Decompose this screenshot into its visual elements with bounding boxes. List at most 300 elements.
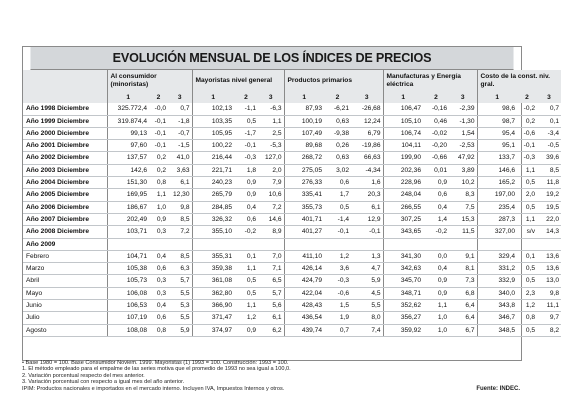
group-header: Costo de la const. niv. gral. xyxy=(477,70,561,92)
table-cell xyxy=(537,238,561,250)
row-label: Abril xyxy=(23,275,107,287)
table-cell: -0,1 xyxy=(351,226,383,238)
table-cell: -0,1 xyxy=(149,127,168,139)
table-cell: -0,3 xyxy=(234,152,258,164)
row-label: Agosto xyxy=(23,324,107,336)
table-cell: 352,62 xyxy=(383,300,423,312)
table-cell: 6,5 xyxy=(258,275,284,287)
table-cell: 265,79 xyxy=(192,189,234,201)
table-cell: 199,90 xyxy=(383,152,423,164)
table-cell: -0,1 xyxy=(149,140,168,152)
table-cell: 105,95 xyxy=(192,127,234,139)
table-cell: 5,7 xyxy=(258,287,284,299)
table-cell: 0,6 xyxy=(423,189,449,201)
table-cell: 7,5 xyxy=(449,201,477,213)
row-label: Julio xyxy=(23,312,107,324)
table-title: EVOLUCIÓN MENSUAL DE LOS ÍNDICES DE PRECIOS xyxy=(30,47,513,70)
table-cell: 7,0 xyxy=(258,250,284,262)
table-cell: 228,96 xyxy=(383,177,423,189)
table-cell: 39,6 xyxy=(537,152,561,164)
row-label: Año 1999 Diciembre xyxy=(23,115,107,127)
table-cell: 11,1 xyxy=(537,300,561,312)
table-cell: 0,9 xyxy=(234,189,258,201)
table-cell: 5,5 xyxy=(351,300,383,312)
table-cell: 411,10 xyxy=(284,250,324,262)
table-cell: 275,05 xyxy=(284,164,324,176)
table-cell: 346,7 xyxy=(477,312,517,324)
table-cell: 0,9 xyxy=(423,275,449,287)
table-cell: 9,8 xyxy=(168,201,192,213)
table-cell: 343,65 xyxy=(383,226,423,238)
row-label: Año 2003 Diciembre xyxy=(23,164,107,176)
table-cell: 0,9 xyxy=(149,213,168,225)
table-cell: 3,89 xyxy=(449,164,477,176)
table-cell: 106,74 xyxy=(383,127,423,139)
table-cell: 7,2 xyxy=(258,201,284,213)
row-label: Año 1998 Diciembre xyxy=(23,103,107,115)
table-cell: 107,19 xyxy=(107,312,149,324)
table-cell: 1,5 xyxy=(324,300,351,312)
table-cell: 0,3 xyxy=(149,275,168,287)
table-cell: 355,31 xyxy=(192,250,234,262)
table-cell: 1,0 xyxy=(423,312,449,324)
table-cell: 0,8 xyxy=(149,177,168,189)
table-cell: 1,7 xyxy=(324,189,351,201)
table-cell: 197,00 xyxy=(477,189,517,201)
table-cell: 0,2 xyxy=(149,152,168,164)
table-cell: 8,9 xyxy=(258,226,284,238)
table-cell: 1,1 xyxy=(517,213,537,225)
group-header: Mayoristas nivel general xyxy=(192,70,284,92)
row-label: Año 2006 Diciembre xyxy=(23,201,107,213)
table-row xyxy=(23,226,561,238)
table-cell: 276,33 xyxy=(284,177,324,189)
table-cell: 9,1 xyxy=(449,250,477,262)
table-cell: -0,6 xyxy=(324,287,351,299)
table-cell: 7,3 xyxy=(449,275,477,287)
table-cell: 268,72 xyxy=(284,152,324,164)
table-cell: 319.874,4 xyxy=(107,115,149,127)
group-header: Manufacturas y Energía eléctrica xyxy=(383,70,477,92)
table-cell: 19,2 xyxy=(537,189,561,201)
table-row xyxy=(23,324,561,336)
table-cell: 1,9 xyxy=(324,312,351,324)
table-cell: 0,9 xyxy=(423,287,449,299)
table-cell: -1,30 xyxy=(449,115,477,127)
table-cell: 19,5 xyxy=(537,201,561,213)
table-cell: 340,0 xyxy=(477,287,517,299)
table-cell: 1,8 xyxy=(234,164,258,176)
table-cell: 362,80 xyxy=(192,287,234,299)
table-cell: -0,16 xyxy=(423,103,449,115)
table-body xyxy=(23,103,561,336)
table-cell: -0,2 xyxy=(423,226,449,238)
row-label: Año 2001 Diciembre xyxy=(23,140,107,152)
table-cell: 6,79 xyxy=(351,127,383,139)
table-cell: 0,7 xyxy=(324,324,351,336)
table-cell: -0,1 xyxy=(149,115,168,127)
table-cell: 0,9 xyxy=(423,177,449,189)
table-cell: 9,8 xyxy=(537,287,561,299)
table-cell: 0,7 xyxy=(537,103,561,115)
table-cell: 14,3 xyxy=(537,226,561,238)
table-cell: 14,6 xyxy=(258,213,284,225)
column-number-header: 2 xyxy=(149,92,168,103)
table-cell xyxy=(351,238,383,250)
table-cell: 1,1 xyxy=(258,115,284,127)
table-cell: 5,9 xyxy=(351,275,383,287)
table-cell: 1,0 xyxy=(423,324,449,336)
table-cell: -0,7 xyxy=(168,127,192,139)
table-cell: 6,1 xyxy=(258,312,284,324)
column-number-header: 1 xyxy=(107,92,149,103)
column-number-header: 2 xyxy=(517,92,537,103)
table-row xyxy=(23,177,561,189)
table-cell: 95,4 xyxy=(477,127,517,139)
table-cell: 235,4 xyxy=(477,201,517,213)
table-cell: 439,74 xyxy=(284,324,324,336)
table-cell xyxy=(168,238,192,250)
table-cell: 342,63 xyxy=(383,263,423,275)
corner-cell xyxy=(23,70,107,92)
table-cell: 133,7 xyxy=(477,152,517,164)
table-cell: 105,38 xyxy=(107,263,149,275)
table-cell: 0,5 xyxy=(517,201,537,213)
table-cell: 1,2 xyxy=(234,312,258,324)
column-number-header: 1 xyxy=(477,92,517,103)
table-cell: 8,5 xyxy=(168,250,192,262)
table-row xyxy=(23,164,561,176)
table-cell: 107,49 xyxy=(284,127,324,139)
group-header-row xyxy=(23,70,561,92)
table-cell: -4,34 xyxy=(351,164,383,176)
table-cell: 0,5 xyxy=(517,177,537,189)
table-cell xyxy=(324,238,351,250)
table-cell: 0,9 xyxy=(234,177,258,189)
column-number-header: 1 xyxy=(192,92,234,103)
table-cell: 2,5 xyxy=(258,127,284,139)
table-cell: 0,5 xyxy=(324,201,351,213)
table-cell: 151,30 xyxy=(107,177,149,189)
table-cell: 104,11 xyxy=(383,140,423,152)
table-cell: 1,4 xyxy=(423,213,449,225)
table-cell: 15,3 xyxy=(449,213,477,225)
table-cell: -9,38 xyxy=(324,127,351,139)
table-cell: -0,5 xyxy=(537,140,561,152)
table-cell: 348,71 xyxy=(383,287,423,299)
table-cell: -1,5 xyxy=(168,140,192,152)
table-cell: 8,0 xyxy=(351,312,383,324)
table-cell: 0,4 xyxy=(423,263,449,275)
column-number-header: 2 xyxy=(423,92,449,103)
table-cell: 5,5 xyxy=(168,287,192,299)
table-cell: 0,3 xyxy=(149,226,168,238)
table-cell: 0,26 xyxy=(324,140,351,152)
table-cell xyxy=(477,238,517,250)
table-cell: 6,1 xyxy=(351,201,383,213)
table-cell: 0,5 xyxy=(517,263,537,275)
table-cell: 108,08 xyxy=(107,324,149,336)
source-note: Fuente: INDEC. xyxy=(476,386,520,392)
row-label: Junio xyxy=(23,300,107,312)
table-cell: 374,97 xyxy=(192,324,234,336)
table-cell: 401,71 xyxy=(284,213,324,225)
table-cell: 332,9 xyxy=(477,275,517,287)
table-cell: 436,54 xyxy=(284,312,324,324)
table-cell: 0,5 xyxy=(234,115,258,127)
table-cell: 348,5 xyxy=(477,324,517,336)
table-cell: 0,6 xyxy=(324,177,351,189)
table-row xyxy=(23,103,561,115)
table-cell: 1,2 xyxy=(324,250,351,262)
table-row xyxy=(23,201,561,213)
table-cell: 2,3 xyxy=(517,287,537,299)
table-cell: 0,5 xyxy=(234,275,258,287)
table-cell: 142,6 xyxy=(107,164,149,176)
table-cell: -0,2 xyxy=(517,103,537,115)
table-cell: 216,44 xyxy=(192,152,234,164)
table-cell: 0,5 xyxy=(234,287,258,299)
table-cell: 106,47 xyxy=(383,103,423,115)
table-row xyxy=(23,238,561,250)
table-cell: 428,43 xyxy=(284,300,324,312)
table-cell xyxy=(284,238,324,250)
table-cell: 4,5 xyxy=(351,287,383,299)
table-cell: 359,92 xyxy=(383,324,423,336)
table-cell: 12,24 xyxy=(351,115,383,127)
table-cell: 105,73 xyxy=(107,275,149,287)
table-cell: 103,71 xyxy=(107,226,149,238)
table-cell: 146,6 xyxy=(477,164,517,176)
table-cell: 3,02 xyxy=(324,164,351,176)
table-cell: 0,46 xyxy=(423,115,449,127)
table-cell: 103,35 xyxy=(192,115,234,127)
table-cell: -19,86 xyxy=(351,140,383,152)
table-cell: 8,3 xyxy=(449,189,477,201)
table-cell: 0,9 xyxy=(234,324,258,336)
table-cell: -26,68 xyxy=(351,103,383,115)
table-cell: -6,3 xyxy=(258,103,284,115)
table-cell: 1,0 xyxy=(149,201,168,213)
price-index-table-frame xyxy=(22,46,560,361)
table-row xyxy=(23,250,561,262)
table-cell: 361,08 xyxy=(192,275,234,287)
table-cell: 6,4 xyxy=(449,312,477,324)
column-number-header: 2 xyxy=(324,92,351,103)
table-cell: -0,02 xyxy=(423,127,449,139)
table-cell: 1,1 xyxy=(149,189,168,201)
table-cell xyxy=(423,238,449,250)
table-cell: 6,1 xyxy=(168,177,192,189)
table-cell: 8,1 xyxy=(449,263,477,275)
table-cell: 12,9 xyxy=(351,213,383,225)
table-cell: 169,95 xyxy=(107,189,149,201)
table-cell: 221,71 xyxy=(192,164,234,176)
table-cell: 0,63 xyxy=(324,152,351,164)
footnote-line: IPIM: Productos nacionales e importados en el mercado interno. Incluyen IVA, Impuestos Internos y otros. xyxy=(22,385,285,392)
table-cell: 5,5 xyxy=(168,312,192,324)
table-cell: 1,2 xyxy=(517,300,537,312)
row-label: Año 2008 Diciembre xyxy=(23,226,107,238)
column-number-header: 3 xyxy=(449,92,477,103)
table-cell: 0,1 xyxy=(234,250,258,262)
table-cell: 1,3 xyxy=(351,250,383,262)
table-cell: 9,7 xyxy=(537,312,561,324)
table-cell: s/v xyxy=(517,226,537,238)
row-label: Año 2005 Diciembre xyxy=(23,189,107,201)
table-cell: 0,4 xyxy=(234,201,258,213)
table-cell: 0,6 xyxy=(149,263,168,275)
table-cell: 1,1 xyxy=(234,263,258,275)
table-cell: 13,0 xyxy=(537,275,561,287)
table-cell: 4,7 xyxy=(351,263,383,275)
column-number-header: 1 xyxy=(284,92,324,103)
column-number-header: 3 xyxy=(258,92,284,103)
footnote-line: • Base 1980 = 100. Base Consumidor Noviem. 1999. Mayoristas (1) 1993 = 100. Construcción: 1993 = 100. xyxy=(22,360,289,366)
table-cell: -0,0 xyxy=(149,103,168,115)
footnote-line: 2. Variación porcentual respecto del mes anterior. xyxy=(22,372,145,379)
table-cell: 401,27 xyxy=(284,226,324,238)
table-cell: 356,27 xyxy=(383,312,423,324)
table-cell: -0,20 xyxy=(423,140,449,152)
table-cell: -5,3 xyxy=(258,140,284,152)
table-cell: 1,54 xyxy=(449,127,477,139)
table-cell xyxy=(234,238,258,250)
table-cell xyxy=(258,238,284,250)
table-cell: 5,7 xyxy=(168,275,192,287)
table-cell: 359,38 xyxy=(192,263,234,275)
table-cell: 186,67 xyxy=(107,201,149,213)
column-number-header: 3 xyxy=(168,92,192,103)
table-cell: 7,4 xyxy=(351,324,383,336)
row-label: Año 2009 xyxy=(23,238,107,250)
table-cell: 95,1 xyxy=(477,140,517,152)
table-cell: -1,7 xyxy=(234,127,258,139)
table-cell: 327,00 xyxy=(477,226,517,238)
footnote-line: 3. Variación porcentual con respecto a igual mes del año anterior. xyxy=(22,379,185,386)
table-row xyxy=(23,312,561,324)
table-cell: 89,68 xyxy=(284,140,324,152)
table-cell: 7,2 xyxy=(168,226,192,238)
group-header: Productos primarios xyxy=(284,70,383,92)
table-cell: 2,0 xyxy=(258,164,284,176)
table-cell: 8,5 xyxy=(168,213,192,225)
table-cell: 0,8 xyxy=(517,312,537,324)
table-cell: 10,2 xyxy=(449,177,477,189)
table-cell: 165,2 xyxy=(477,177,517,189)
table-cell: 1,1 xyxy=(517,164,537,176)
table-cell: 287,3 xyxy=(477,213,517,225)
table-cell: -0,3 xyxy=(324,275,351,287)
table-cell: 240,23 xyxy=(192,177,234,189)
table-cell: -0,66 xyxy=(423,152,449,164)
table-cell: 0,1 xyxy=(537,115,561,127)
table-cell: 0,4 xyxy=(149,300,168,312)
table-cell: 0,5 xyxy=(517,324,537,336)
table-cell: 0,7 xyxy=(168,103,192,115)
table-cell: 66,63 xyxy=(351,152,383,164)
table-cell: 343,8 xyxy=(477,300,517,312)
row-label: Febrero xyxy=(23,250,107,262)
column-number-header: 1 xyxy=(383,92,423,103)
corner-cell xyxy=(23,92,107,103)
table-cell: 0,0 xyxy=(423,250,449,262)
table-cell xyxy=(517,238,537,250)
table-cell: 6,7 xyxy=(449,324,477,336)
table-cell: -1,4 xyxy=(324,213,351,225)
table-cell: 8,2 xyxy=(537,324,561,336)
table-cell: 0,2 xyxy=(149,164,168,176)
footnote-line: 1. El método empleado para el empalme de las series motiva que el promedio de 1993 no sea igual a 100,0. xyxy=(22,366,291,373)
row-label: Marzo xyxy=(23,263,107,275)
table-cell: -0,1 xyxy=(234,140,258,152)
table-cell: 106,53 xyxy=(107,300,149,312)
column-number-header: 2 xyxy=(234,92,258,103)
table-cell: 6,8 xyxy=(449,287,477,299)
table-cell: 0,4 xyxy=(149,250,168,262)
column-number-header: 3 xyxy=(537,92,561,103)
table-cell: -0,3 xyxy=(517,152,537,164)
row-label: Mayo xyxy=(23,287,107,299)
table-cell: 100,19 xyxy=(284,115,324,127)
table-cell: 8,5 xyxy=(537,164,561,176)
table-cell: -1,1 xyxy=(234,103,258,115)
table-cell: -0,6 xyxy=(517,127,537,139)
table-cell: 6,3 xyxy=(168,263,192,275)
table-cell xyxy=(149,238,168,250)
table-cell: 127,0 xyxy=(258,152,284,164)
table-cell: 307,25 xyxy=(383,213,423,225)
table-cell: 11,5 xyxy=(449,226,477,238)
table-cell: 345,70 xyxy=(383,275,423,287)
table-cell: 7,1 xyxy=(258,263,284,275)
table-row xyxy=(23,152,561,164)
table-cell: 2,0 xyxy=(517,189,537,201)
table-cell: 266,55 xyxy=(383,201,423,213)
table-cell: 100,22 xyxy=(192,140,234,152)
group-header: Al consumidor (minoristas) xyxy=(107,70,192,92)
table-cell: -3,4 xyxy=(537,127,561,139)
table-cell: 0,4 xyxy=(423,201,449,213)
table-cell: 0,1 xyxy=(517,250,537,262)
row-label: Año 2004 Diciembre xyxy=(23,177,107,189)
column-number-header: 3 xyxy=(351,92,383,103)
table-cell: -0,2 xyxy=(234,226,258,238)
table-cell: 3,6 xyxy=(324,263,351,275)
table-cell: 202,36 xyxy=(383,164,423,176)
table-row xyxy=(23,287,561,299)
row-label: Año 2002 Diciembre xyxy=(23,152,107,164)
table-cell: 7,9 xyxy=(258,177,284,189)
table-cell: 424,79 xyxy=(284,275,324,287)
table-cell: 22,0 xyxy=(537,213,561,225)
table-row xyxy=(23,275,561,287)
table-cell: 284,85 xyxy=(192,201,234,213)
table-cell: 10,6 xyxy=(258,189,284,201)
table-cell: 331,2 xyxy=(477,263,517,275)
table-cell: 106,08 xyxy=(107,287,149,299)
table-cell: 329,4 xyxy=(477,250,517,262)
table-cell: -1,8 xyxy=(168,115,192,127)
table-cell: 20,3 xyxy=(351,189,383,201)
table-row xyxy=(23,127,561,139)
table-cell: 6,2 xyxy=(258,324,284,336)
price-index-table xyxy=(23,70,561,337)
table-cell: 98,6 xyxy=(477,103,517,115)
table-cell: 248,04 xyxy=(383,189,423,201)
table-cell: -0,1 xyxy=(517,140,537,152)
table-cell: 422,04 xyxy=(284,287,324,299)
